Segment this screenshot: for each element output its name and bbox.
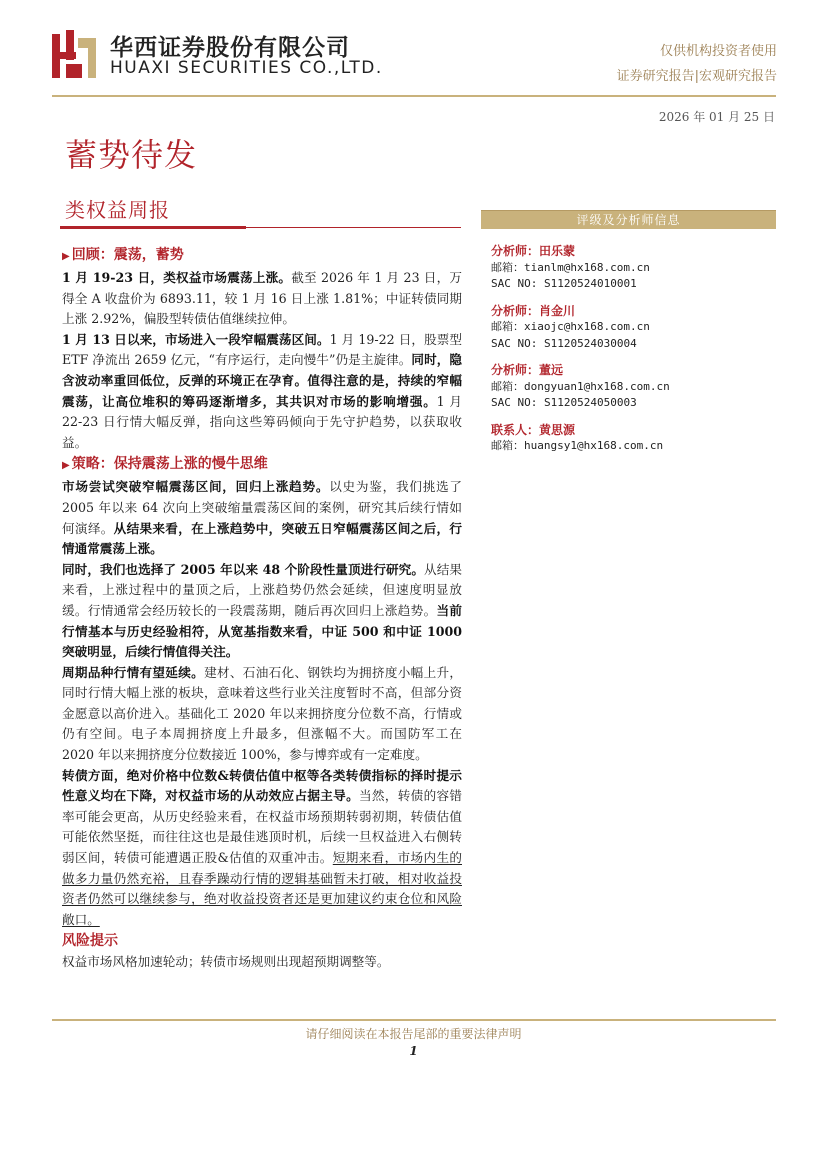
footer-disclaimer: 请仔细阅读在本报告尾部的重要法律声明 bbox=[305, 1027, 522, 1041]
subtitle-rule bbox=[246, 227, 461, 228]
analyst-email[interactable]: 邮箱：tianlm@hx168.com.cn bbox=[491, 260, 650, 274]
analyst-list bbox=[481, 229, 776, 455]
report-title: 蓄势待发 bbox=[65, 136, 198, 174]
analyst-name: 分析师：董远 bbox=[491, 363, 564, 377]
analyst-name: 分析师：田乐蒙 bbox=[491, 244, 576, 258]
page-number: 1 bbox=[409, 1044, 418, 1058]
strategy-paragraph-1: 市场尝试突破窄幅震荡区间，回归上涨趋势。以史为鉴，我们挑选了 2005 年以来 64 次向上突破缩量震荡区间的案例，研究其后续行情如何演绎。从结果来看，在上涨趋势中，突破五日窄幅震荡区间之后，行情通常震荡上涨。 bbox=[62, 479, 463, 557]
strategy-paragraph-2: 同时，我们也选择了 2005 年以来 48 个阶段性量顶进行研究。从结果来看，上涨过程中的量顶之后，上涨趋势仍然会延续，但速度明显放缓。行情通常会经历较长的一段震荡期，随后再次回归上涨趋势。当前行情基本与历史经验相符，从宽基指数来看，中证 500 和中证 1000 突破明显，后续行情值得关注。 bbox=[62, 561, 463, 660]
analyst-sac: SAC NO: S1120524010001 bbox=[491, 277, 637, 290]
triangle-icon: ▶ bbox=[62, 251, 70, 262]
contact-entry bbox=[491, 422, 776, 455]
risk-text: 权益市场风格加速轮动；转债市场规则出现超预期调整等。 bbox=[62, 954, 390, 970]
review-paragraph-1: 1 月 19-23 日，类权益市场震荡上涨。截至 2026 年 1 月 23 日，万得全 A 收盘价为 6893.11，较 1 月 16 日上涨 1.81%；中证转债同期上涨 2.92%，偏股型转债估值继续拉伸。 bbox=[62, 270, 462, 327]
analyst-email[interactable]: 邮箱：dongyuan1@hx168.com.cn bbox=[491, 379, 670, 393]
company-name-cn: 华西证券股份有限公司 bbox=[110, 35, 350, 61]
company-name-en: HUAXI SECURITIES CO.,LTD. bbox=[110, 58, 383, 78]
contact-name: 联系人：黄思源 bbox=[491, 422, 576, 437]
analyst-entry bbox=[491, 243, 776, 293]
analyst-sac: SAC NO: S1120524030004 bbox=[491, 336, 637, 350]
triangle-icon: ▶ bbox=[62, 460, 70, 472]
analyst-sac: SAC NO: S1120524050003 bbox=[491, 396, 637, 409]
contact-email[interactable]: 邮箱：huangsy1@hx168.com.cn bbox=[491, 439, 664, 452]
analyst-entry bbox=[491, 303, 776, 353]
strategy-heading: ▶ 策略：保持震荡上涨的慢牛思维 bbox=[62, 456, 268, 473]
main-column bbox=[62, 244, 462, 973]
review-paragraph-2: 1 月 13 日以来，市场进入一段窄幅震荡区间。1 月 19-22 日，股票型 ETF 净流出 2659 亿元，“有序运行，走向慢牛”仍是主旋律。同时，隐含波动率重回低位，反弹的环境正在孕育。值得注意的是，持续的窄幅震荡，让高位堆积的筹码逐渐增多，其共识对市场的影响增强。1 月 22-23 日行情大幅反弹，指向这些筹码倾向于先守护趋势，以获取收益。 bbox=[62, 331, 462, 450]
strategy-paragraph-4: 转债方面，绝对价格中位数&转债估值中枢等各类转债指标的择时提示性意义均在下降，对权益市场的从动效应占据主导。当然，转债的容错率可能会更高，从历史经验来看，在权益市场预期转弱初期，转债估值可能依然坚挺，而往往这也是最佳逃顶时机，后续一旦权益进入右侧转弱区间，转债可能遭遇正股&估值的双重冲击。短期来看，市场内生的做多力量仍然充裕，且春季躁动行情的逻辑基础暂未打破，相对收益投资者仍然可以继续参与，绝对收益投资者还是更加建议约束仓位和风险敞口。 bbox=[62, 767, 463, 927]
subtitle-underline bbox=[60, 226, 246, 229]
analyst-name: 分析师：肖金川 bbox=[491, 303, 576, 318]
analyst-panel bbox=[481, 210, 776, 455]
huaxi-logo-icon bbox=[52, 30, 96, 78]
strategy-paragraph-3: 周期品种行情有望延续。建材、石油石化、钢铁均为拥挤度小幅上升，同时行情大幅上涨的板块，意味着这些行业关注度暂时不高，但部分资金愿意以高价进入。基础化工 2020 年以来拥挤度分位数不高，行情或仍有空间。电子本周拥挤度上升最多，但涨幅不大。而国防军工在 2020 年以来拥挤度分位数接近 100%，参与博弈或有一定难度。 bbox=[62, 664, 463, 763]
analyst-email[interactable]: 邮箱：xiaojc@hx168.com.cn bbox=[491, 320, 650, 333]
report-subtitle: 类权益周报 bbox=[65, 198, 170, 222]
analyst-entry bbox=[491, 362, 776, 412]
audience-note: 仅供机构投资者使用 bbox=[659, 44, 777, 59]
risk-heading: 风险提示 bbox=[62, 933, 118, 950]
report-date: 2026 年 01 月 25 日 bbox=[658, 110, 775, 124]
panel-title: 评级及分析师信息 bbox=[481, 210, 776, 229]
header-divider bbox=[52, 95, 776, 97]
report-type: 证券研究报告|宏观研究报告 bbox=[616, 69, 777, 84]
footer-divider bbox=[52, 1019, 776, 1021]
review-heading: ▶ 回顾：震荡，蓄势 bbox=[62, 247, 184, 263]
